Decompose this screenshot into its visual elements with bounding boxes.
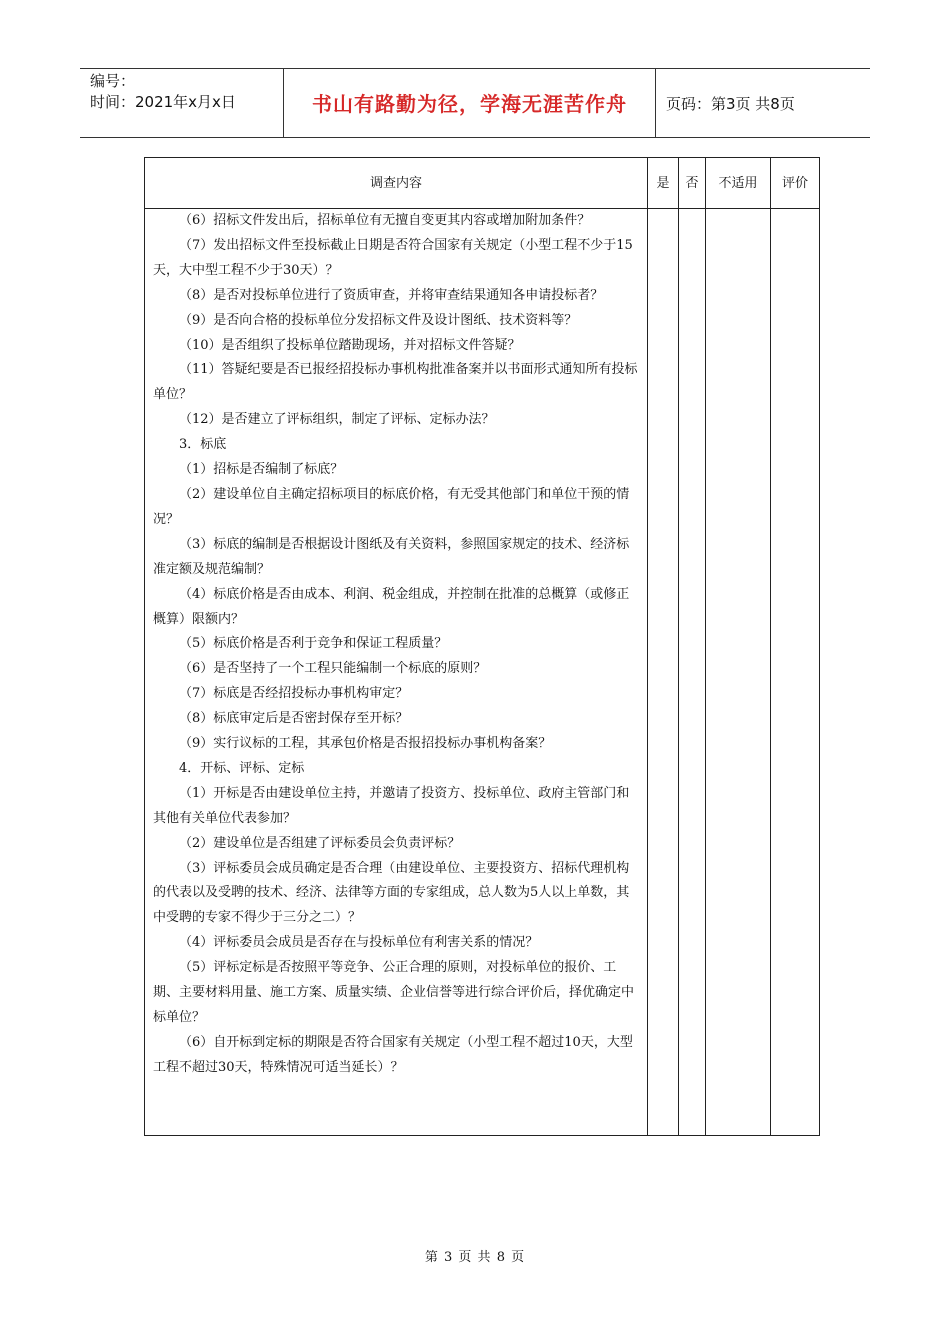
column-header-evaluation: 评价 (781, 176, 808, 191)
column-divider (678, 158, 679, 1135)
question-item: （5）标底价格是否利于竞争和保证工程质量？ (179, 636, 448, 652)
serial-label: 编号： (90, 72, 136, 90)
section-heading: 4．开标、评标、定标 (179, 760, 305, 776)
header-page-number: 页码：第3页 共8页 (666, 95, 795, 113)
question-item: （6）招标文件发出后，招标单位有无擅自变更其内容或增加附加条件？ (179, 213, 591, 228)
question-item: （6）是否坚持了一个工程只能编制一个标底的原则？ (179, 661, 487, 677)
question-item: （9）实行议标的工程，其承包价格是否报招投标办事机构备案？ (179, 736, 552, 752)
page-footer: 第 3 页 共 8 页 (424, 1250, 526, 1265)
question-item: （11）答疑纪要是否已报经招投标办事机构批准备案并以书面形式通知所有投标单位？ (153, 362, 638, 403)
question-item: （10）是否组织了投标单位踏勘现场，并对招标文件答疑？ (179, 337, 521, 353)
column-header-not-applicable: 不适用 (718, 176, 758, 191)
question-item: （3）评标委员会成员确定是否合理（由建设单位、主要投资方、招标代理机构的代表以及受聘的技术、经济、法律等方面的专家组成，总人数为5人以上单数，其中受聘的专家不得少于三分之二）？ (153, 860, 630, 926)
header-meta (90, 71, 280, 113)
question-item: （5）评标定标是否按照平等竞争、公正合理的原则，对投标单位的报价、工期、主要材料用量、施工方案、质量实绩、企业信誉等进行综合评价后，择优确定中标单位？ (153, 960, 635, 1025)
question-item: （7）标底是否经招投标办事机构审定？ (179, 686, 409, 702)
question-item: （1）招标是否编制了标底？ (179, 462, 344, 478)
question-item: （2）建设单位是否组建了评标委员会负责评标？ (179, 835, 461, 851)
question-item: （1）开标是否由建设单位主持，并邀请了投资方、投标单位、政府主管部门和其他有关单位代表参加？ (153, 785, 630, 826)
question-item: （12）是否建立了评标组织，制定了评标、定标办法？ (179, 412, 495, 428)
page-header (80, 68, 870, 138)
question-item: （7）发出招标文件至投标截止日期是否符合国家有关规定（小型工程不少于15天，大中型工程不少于30天）？ (153, 237, 633, 278)
question-item: （2）建设单位自主确定招标项目的标底价格，有无受其他部门和单位干预的情况？ (153, 486, 630, 527)
question-item: （4）标底价格是否由成本、利润、税金组成，并控制在批准的总概算（或修正概算）限额内？ (153, 586, 630, 627)
question-item: （8）是否对投标单位进行了资质审查，并将审查结果通知各申请投标者？ (179, 287, 604, 303)
header-motto: 书山有路勤为径，学海无涯苦作舟 (312, 92, 627, 116)
survey-table (144, 157, 820, 1136)
column-divider (770, 158, 771, 1135)
column-header-yes: 是 (656, 176, 670, 191)
question-item: （9）是否向合格的投标单位分发招标文件及设计图纸、技术资料等？ (179, 312, 578, 328)
question-item: （8）标底审定后是否密封保存至开标？ (179, 711, 409, 727)
column-header-content: 调查内容 (369, 176, 422, 191)
survey-content (153, 209, 641, 1081)
column-divider (705, 158, 706, 1135)
header-divider (655, 69, 656, 137)
column-header-no: 否 (685, 176, 699, 191)
column-divider (647, 158, 648, 1135)
question-item: （3）标底的编制是否根据设计图纸及有关资料，参照国家规定的技术、经济标准定额及规范编制？ (153, 536, 630, 577)
section-heading: 3．标底 (179, 437, 227, 453)
question-item: （4）评标委员会成员是否存在与投标单位有利害关系的情况？ (179, 935, 539, 951)
date-label: 时间：2021年x月x日 (90, 93, 236, 111)
question-item: （6）自开标到定标的期限是否符合国家有关规定（小型工程不超过10天，大型工程不超过30天，特殊情况可适当延长）？ (153, 1034, 633, 1075)
